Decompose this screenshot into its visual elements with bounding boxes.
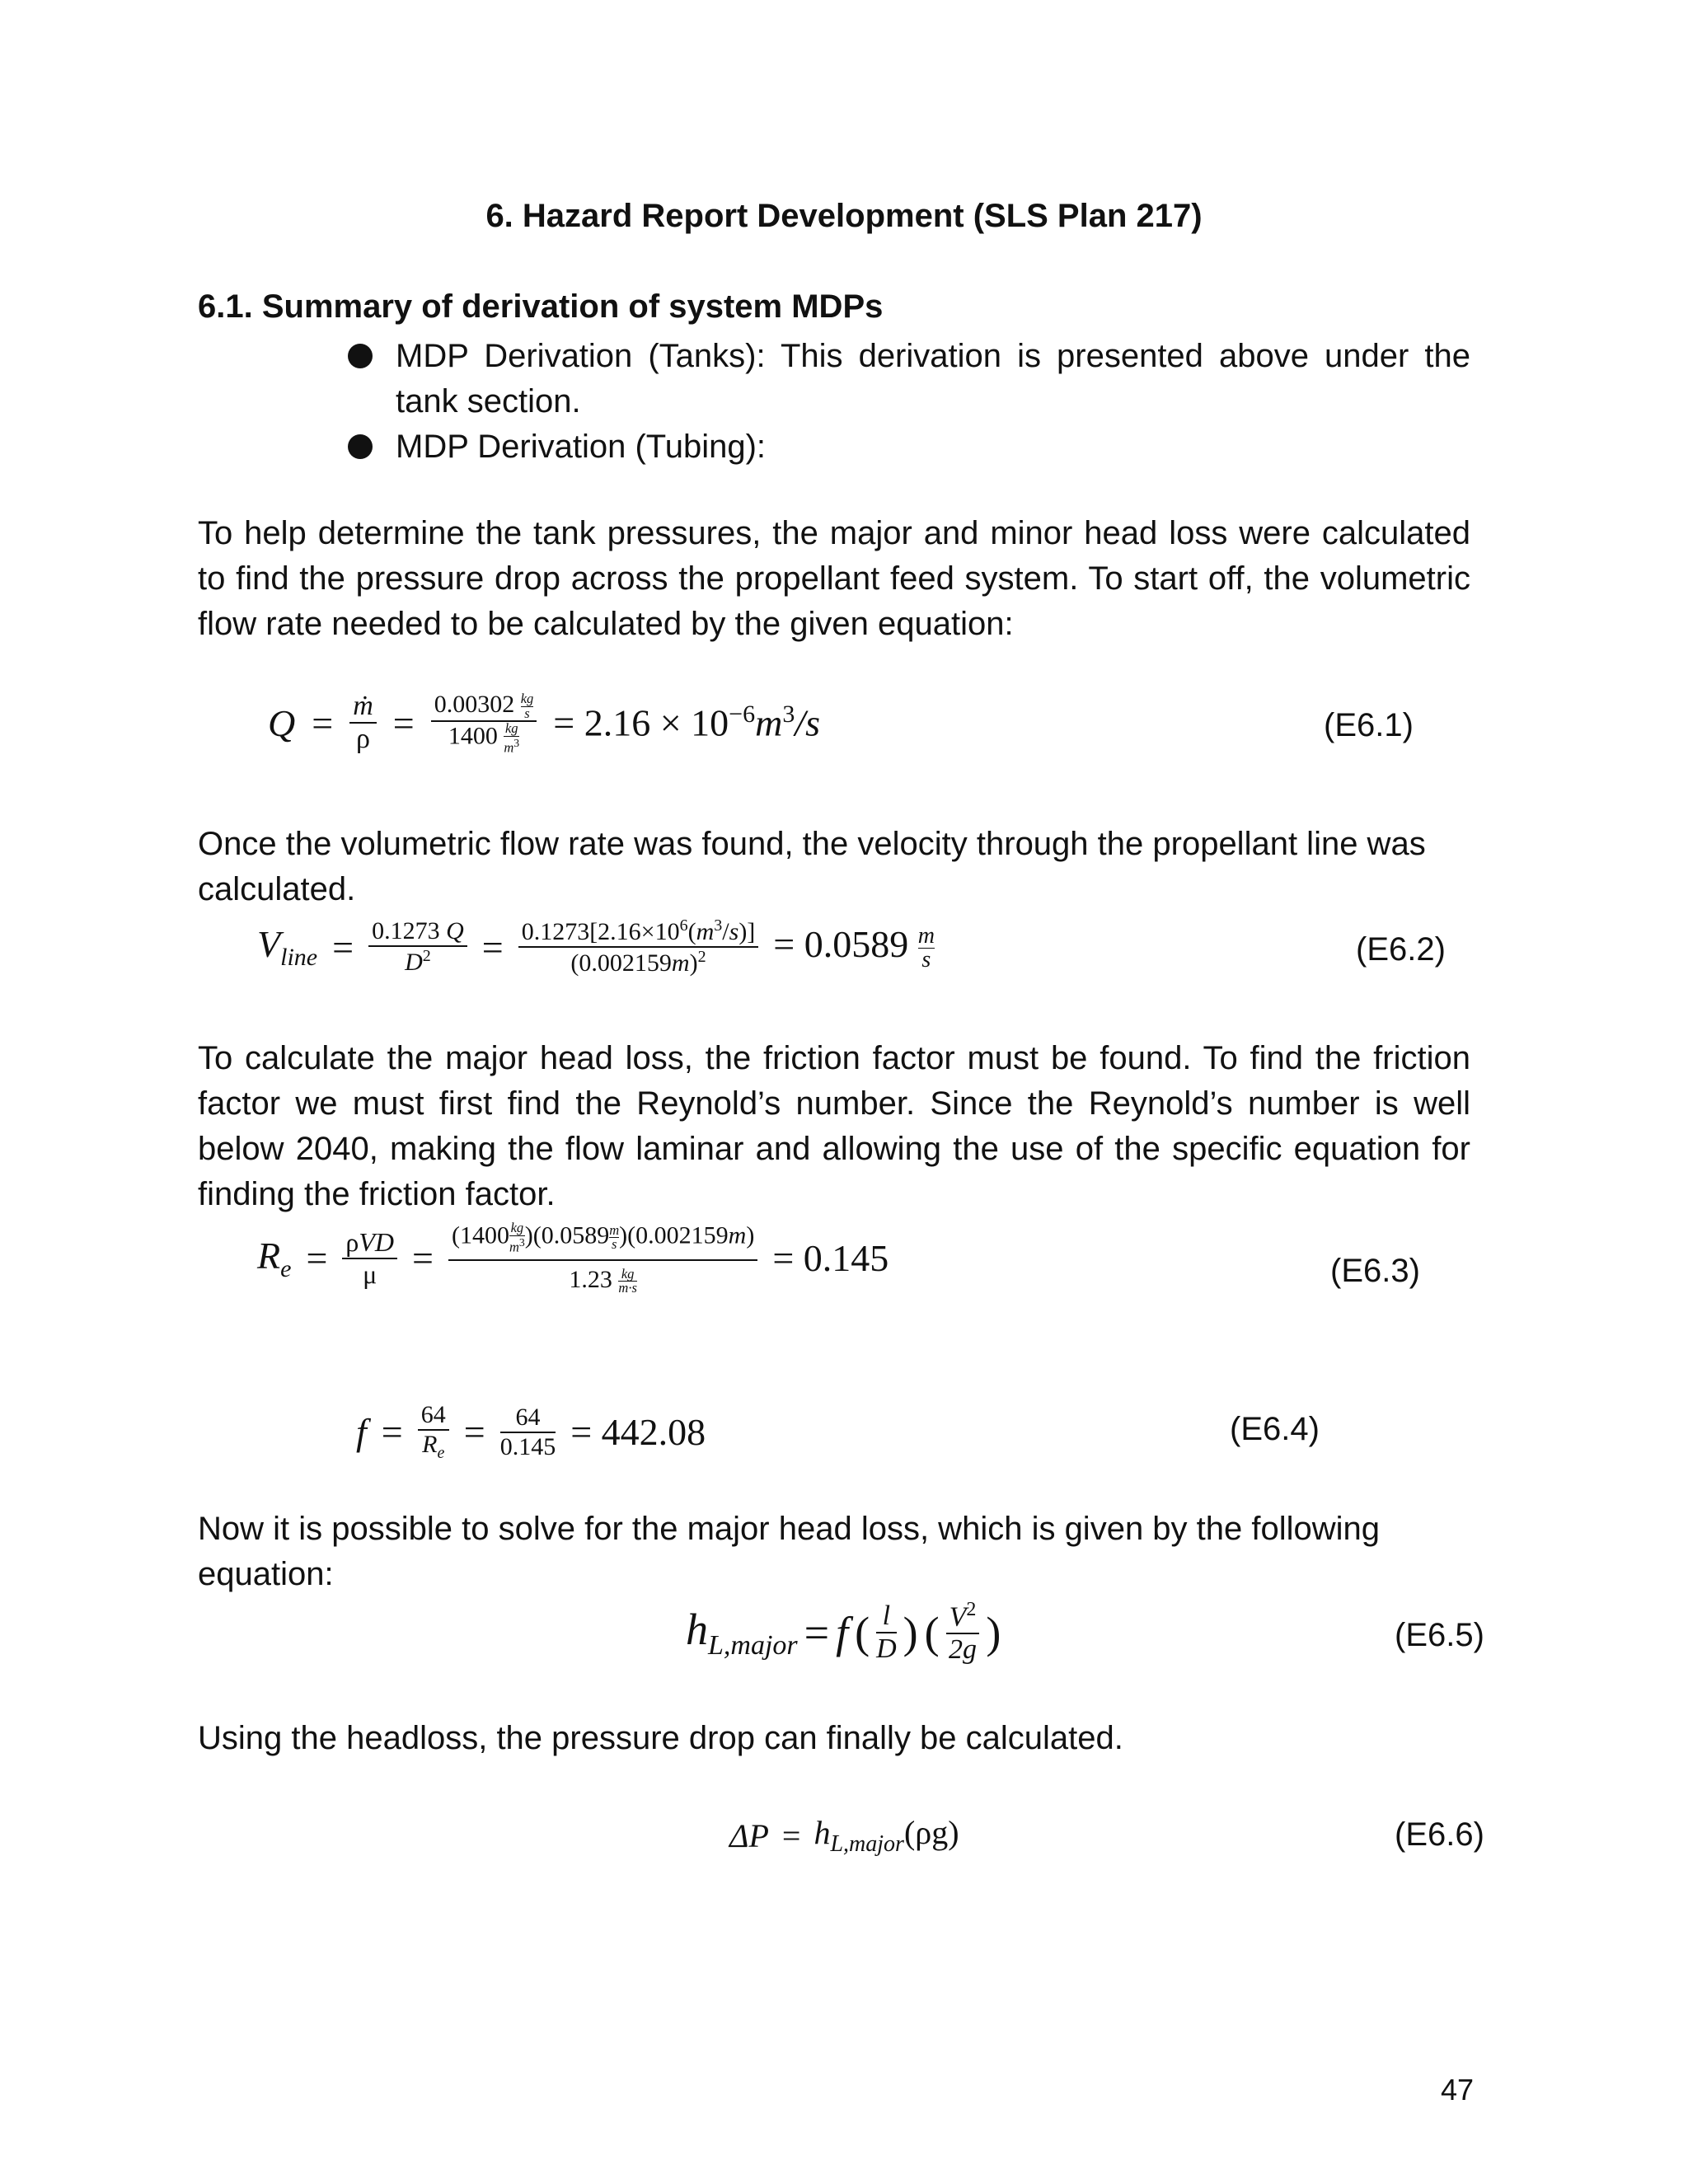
equation-e6-4: f = $\frac{64}{R_e}$ = $\frac{64}{0.145}$ = 442.08 — [356, 1401, 706, 1462]
list-item — [348, 424, 1470, 470]
equation-number: (E6.4) — [1230, 1411, 1320, 1447]
body-paragraph: To calculate the major head loss, the friction factor must be found. To find the friction factor we must first find the Reynold’s number. Since the Reynold’s number is well below 2040, making the flow laminar and allowing the use of the specific equation for finding the friction factor. — [198, 1040, 1470, 1212]
eq-result: = $2.16 \times 10^{-6}m^3/s$ — [553, 701, 821, 744]
fraction-64-re: $\frac{64}{R_e}$ — [418, 1401, 449, 1463]
equation-e6-2: $V_{line}$ = $\frac{0.1273 Q}{D^2}$ = $\frac{0.1273[2.16\times 10^6(m^3/s)]}{(0.002159m)^2}$ = 0.0589 $\frac{m}{s}$ — [257, 916, 935, 977]
fraction-v2-2g: $\frac{V^2}{2g}$ — [946, 1599, 980, 1666]
eq-lhs-q: Q — [268, 701, 296, 744]
eq-lhs-dp: ΔP — [729, 1816, 769, 1854]
body-paragraph: Now it is possible to solve for the major head loss, which is given by the following equation: — [198, 1511, 1381, 1592]
eq-result: = 0.0589 $\frac{m}{s}$ — [773, 922, 935, 972]
eq-lhs-h: $h_{L,major}$ — [686, 1604, 798, 1661]
eq-lhs-v: $V_{line}$ — [257, 922, 318, 972]
fraction-values: (1400 $\frac{kg}{m^3}$ )(0.0589 $\frac{m}{s}$ )(0.002159m) 1.23 $\frac{kg}{m\cdot s}$ — [448, 1221, 757, 1296]
equation-number: (E6.1) — [1324, 707, 1414, 743]
bullet-icon — [348, 344, 373, 368]
bullet-icon — [348, 434, 373, 459]
eq-lhs-f: f — [356, 1411, 367, 1453]
body-paragraph: Once the volumetric flow rate was found, the velocity through the propellant line was calculated. — [198, 826, 1426, 907]
equation-number: (E6.3) — [1330, 1253, 1420, 1289]
section-heading: 6.1. Summary of derivation of system MDPs — [198, 288, 884, 325]
page-title: 6. Hazard Report Development (SLS Plan 217) — [485, 198, 1203, 234]
bullet-list — [348, 334, 1470, 470]
equation-number: (E6.6) — [1395, 1816, 1484, 1853]
equation-e6-3: $R_e$ = $\frac{\text{ρVD}}{\mu}$ = (1400 $\frac{kg}{m^3}$ )(0.0589 $\frac{m}{s}$ )(0.002159m) 1.23 $\frac{kg}{m\cdot s}$ = 0.145 — [257, 1220, 889, 1296]
eq-result: = 442.08 — [570, 1411, 706, 1453]
page-number: 47 — [1441, 2073, 1475, 2107]
fraction-rho-vd-mu: $\frac{\text{ρVD}}{\mu}$ — [342, 1227, 397, 1290]
equation-number: (E6.2) — [1356, 931, 1446, 968]
body-paragraph: Using the headloss, the pressure drop can finally be calculated. — [198, 1720, 1123, 1756]
equation-e6-5: $h_{L,major}$ = f ( $\frac{l}{D}$ ) ( $\frac{V^2}{2g}$ ) — [686, 1599, 1001, 1666]
equation-e6-6: ΔP = $h_{L,major}(\rho g)$ — [729, 1814, 959, 1857]
fraction-values: $\frac{0.1273[2.16\times 10^6(m^3/s)]}{(0.002159m)^2}$ — [518, 916, 759, 977]
eq-lhs-re: $R_e$ — [257, 1234, 292, 1282]
fraction-mdot-rho: $\frac{\text{ṁ}}{\rho}$ — [349, 691, 377, 755]
equation-number: (E6.5) — [1395, 1617, 1484, 1653]
list-item-text: MDP Derivation (Tanks): This derivation is presented above under the tank section. — [396, 338, 1470, 419]
body-paragraph: To help determine the tank pressures, the major and minor head loss were calculated to find the pressure drop across the propellant feed system. To start off, the volumetric flow rate needed to be calculated by the given equation: — [198, 515, 1470, 642]
fraction-q-d2: $\frac{0.1273 Q}{D^2}$ — [368, 917, 467, 977]
fraction-l-d: $\frac{l}{D}$ — [876, 1600, 897, 1664]
list-item — [348, 334, 1470, 424]
fraction-64-value: $\frac{64}{0.145}$ — [499, 1403, 556, 1460]
equation-e6-1: Q = $\frac{\text{ṁ}}{\rho}$ = 0.00302 $\frac{kg}{s}$ 1400 $\frac{kg}{m^3}$ = $2.16 \times 10^{-6}m^3/s$ — [268, 691, 821, 756]
eq-result: = 0.145 — [772, 1237, 889, 1280]
fraction-values: 0.00302 $\frac{kg}{s}$ 1400 $\frac{kg}{m^3}$ — [431, 691, 537, 755]
list-item-text: MDP Derivation (Tubing): — [396, 429, 767, 465]
